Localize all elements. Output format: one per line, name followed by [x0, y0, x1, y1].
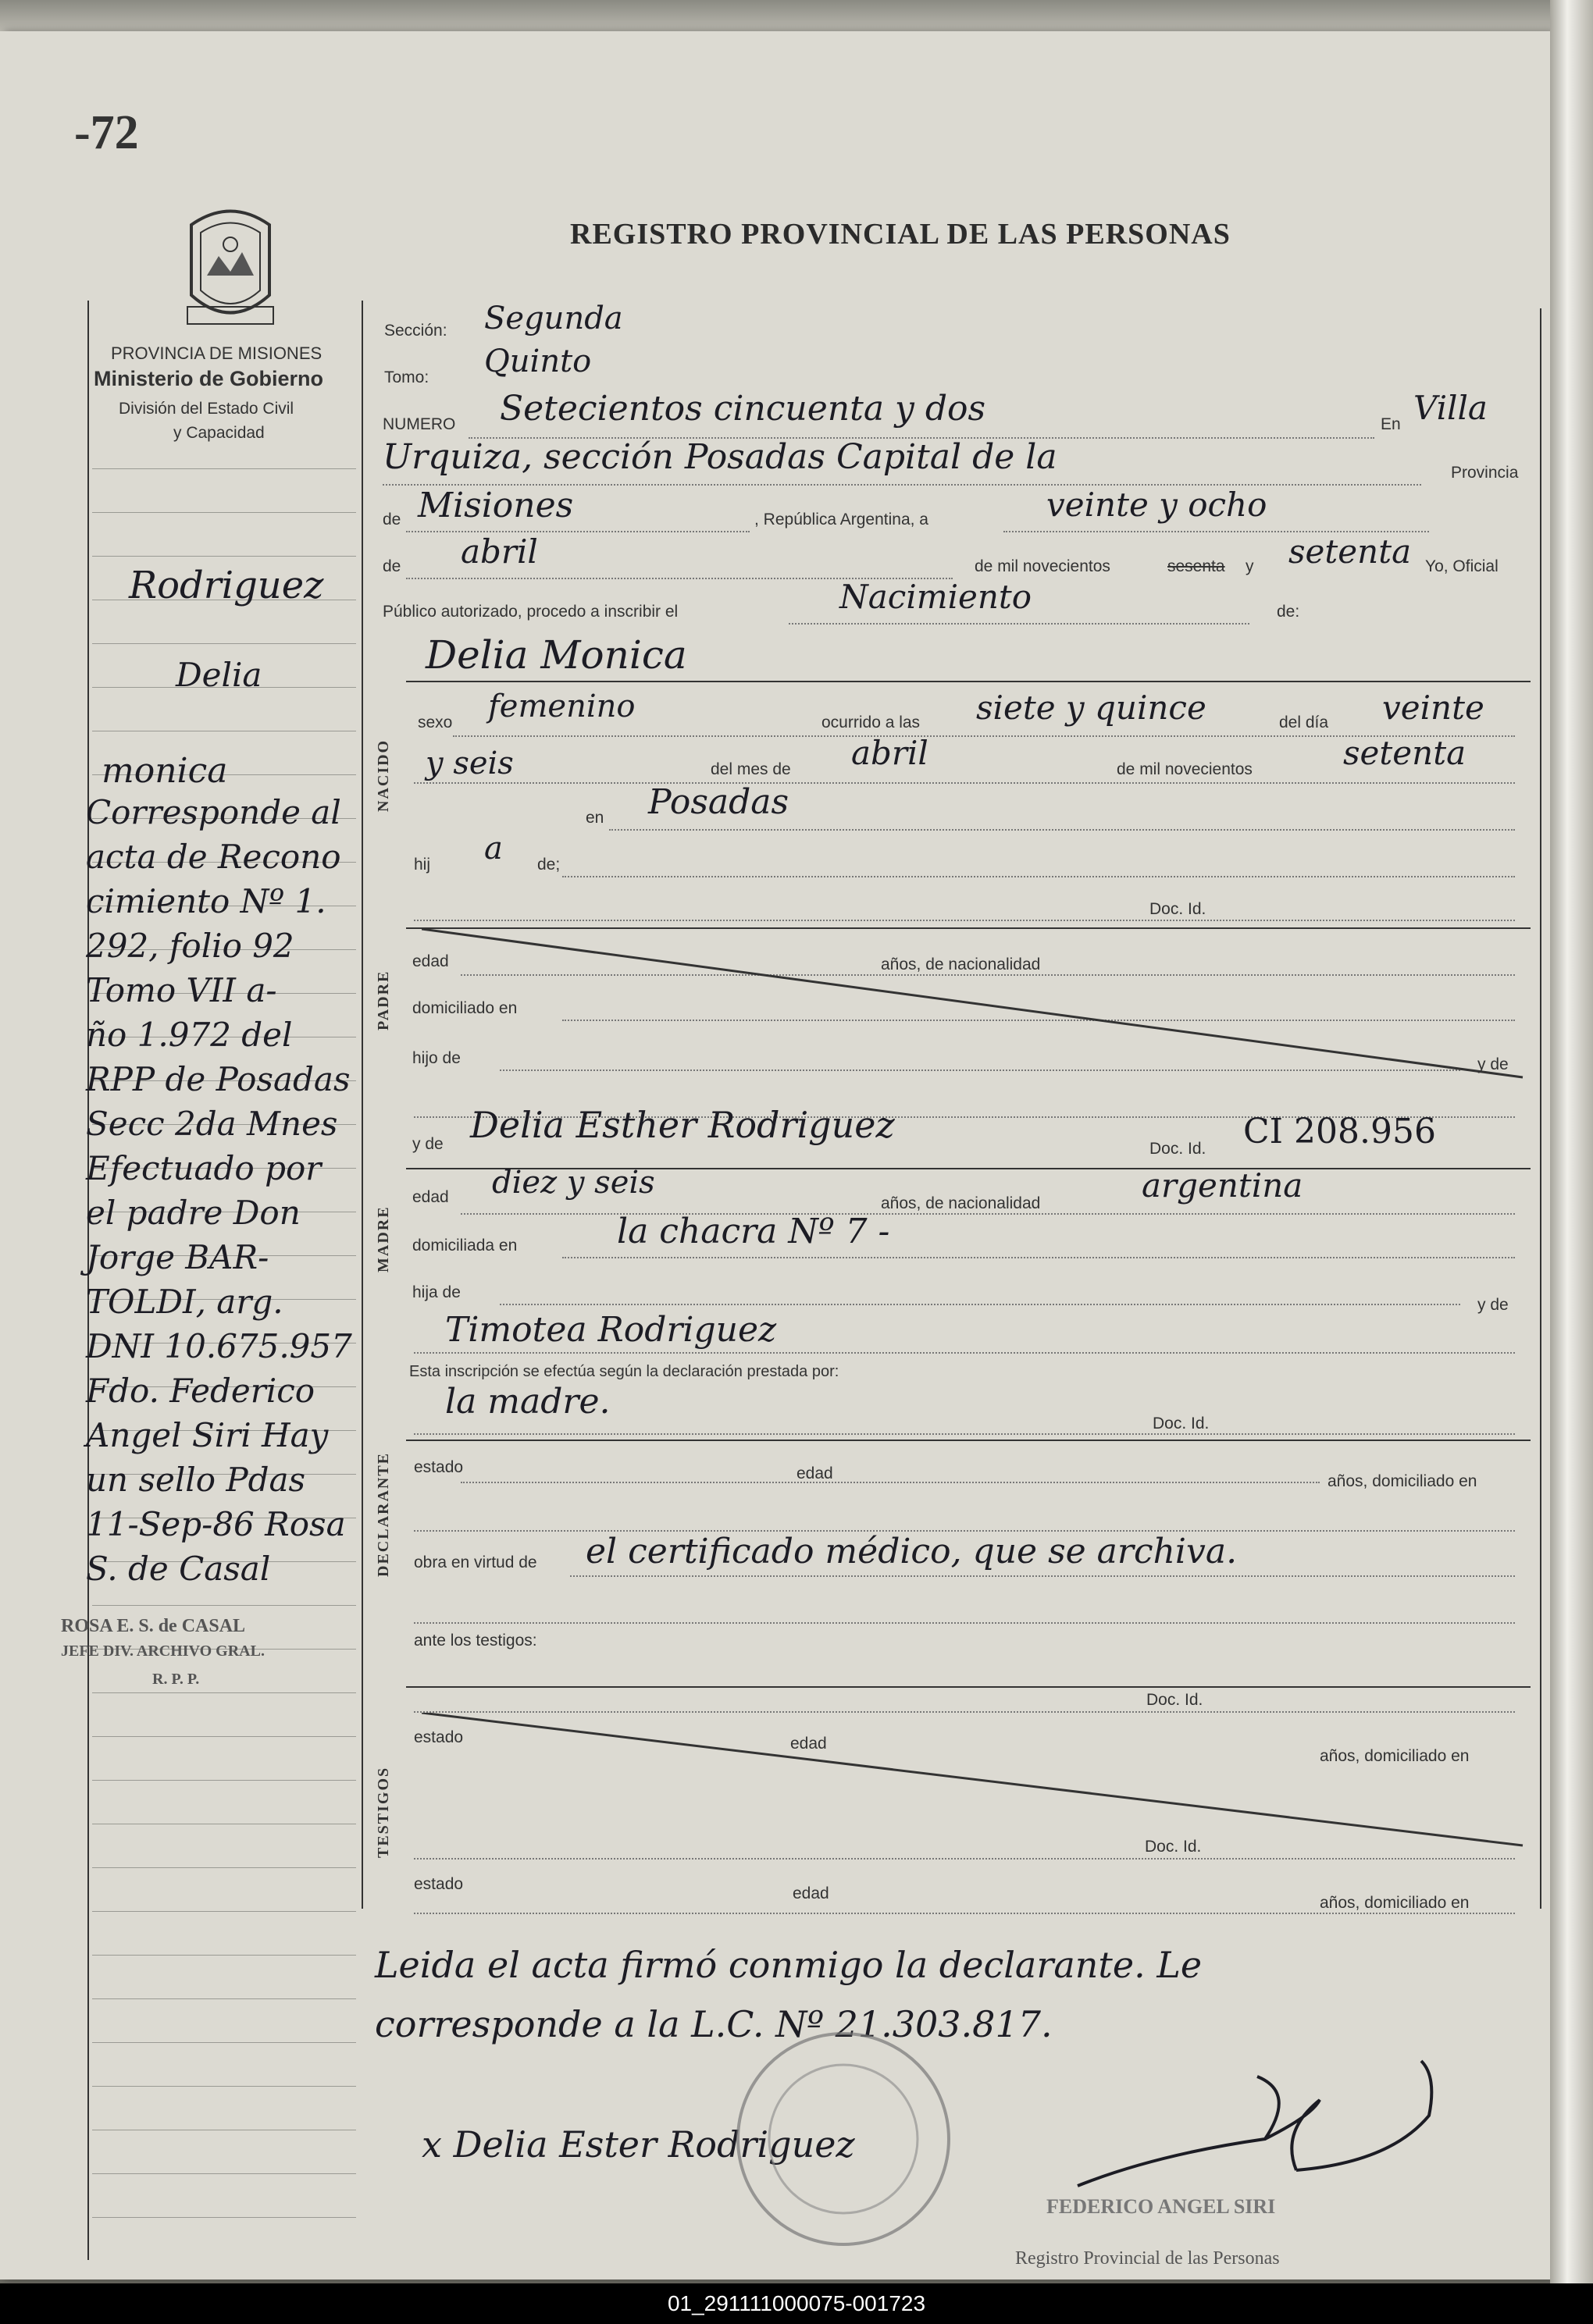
section-nacido-label: NACIDO: [375, 738, 392, 812]
label-de-colon: de:: [1277, 603, 1300, 621]
label-doc-id-1: Doc. Id.: [1149, 900, 1206, 918]
margin-note-line: RPP de Posadas: [86, 1060, 351, 1098]
label-padre-hijo-de: hijo de: [412, 1049, 461, 1067]
value-declarante: la madre.: [445, 1382, 611, 1422]
division-line-1: División del Estado Civil: [119, 400, 294, 418]
closing-line-2: corresponde a la L.C. Nº 21.303.817.: [375, 2003, 1053, 2045]
margin-note-line: Efectuado por: [86, 1149, 322, 1187]
margin-name-2: monica: [102, 751, 228, 791]
margin-note-line: Tomo VII a-: [86, 971, 277, 1009]
value-en-place: Villa: [1413, 389, 1488, 427]
margin-rule-line: [92, 2173, 356, 2174]
province-name: PROVINCIA DE MISIONES: [111, 343, 323, 363]
value-nombre: Delia Monica: [426, 632, 687, 678]
margin-rule-line: [92, 1867, 356, 1868]
archive-stamp-line-3: R. P. P.: [152, 1671, 200, 1688]
label-testigo-2-anos: años, domiciliado en: [1320, 1894, 1470, 1912]
registry-round-stamp: [703, 2022, 984, 2256]
label-testigo-2-estado: estado: [414, 1875, 464, 1893]
margin-rule-line: [92, 468, 356, 469]
margin-note-line: S. de Casal: [86, 1550, 271, 1588]
label-madre-domiciliada: domiciliada en: [412, 1237, 518, 1255]
value-madre-nombre: Delia Esther Rodriguez: [470, 1104, 895, 1146]
division-line-2: y Capacidad: [173, 424, 265, 442]
margin-rule-line: [92, 1692, 356, 1693]
margin-note-line: Secc 2da Mnes: [86, 1105, 338, 1143]
margin-surname: Rodriguez: [129, 564, 324, 607]
margin-rule-line: [92, 1736, 356, 1737]
label-en-lugar: en: [586, 809, 604, 827]
label-ocurrido: ocurrido a las: [821, 714, 921, 731]
margin-note-line: Jorge BAR-: [86, 1238, 269, 1276]
value-hora: siete y quince: [976, 689, 1206, 727]
form-right-border: [1540, 308, 1541, 1909]
footer-id: 01_291111000075-001723: [667, 2291, 926, 2315]
margin-rule-line: [92, 556, 356, 557]
officer-stamp-name: FEDERICO ANGEL SIRI: [1046, 2195, 1276, 2218]
margin-rule-line: [92, 2042, 356, 2043]
value-acto: Nacimiento: [839, 578, 1032, 616]
margin-rule-line: [92, 2217, 356, 2218]
margin-note-line: TOLDI, arg.: [86, 1283, 283, 1321]
label-padre-nacionalidad: años, de nacionalidad: [881, 956, 1041, 973]
margin-note-line: 292, folio 92: [86, 927, 294, 965]
label-seccion: Sección:: [384, 322, 447, 340]
margin-note-line: DNI 10.675.957: [86, 1327, 352, 1365]
label-numero: NUMERO: [383, 415, 456, 433]
margin-note-line: ño 1.972 del: [86, 1016, 293, 1054]
margin-rule-line: [92, 643, 356, 644]
margin-note-line: un sello Pdas: [86, 1461, 306, 1499]
value-place-line: Urquiza, sección Posadas Capital de la: [383, 437, 1057, 477]
archive-stamp-line-2: JEFE DIV. ARCHIVO GRAL.: [61, 1642, 265, 1660]
binding-strip: [1550, 0, 1593, 2324]
label-testigos: ante los testigos:: [414, 1632, 537, 1650]
footer-id-bar: [0, 2283, 1593, 2324]
value-provincia: Misiones: [418, 486, 574, 525]
value-sexo: femenino: [488, 689, 636, 724]
label-madre-y-de: y de: [412, 1135, 444, 1153]
label-padre-domiciliado: domiciliado en: [412, 999, 518, 1017]
margin-note-line: Fdo. Federico: [86, 1372, 315, 1410]
margin-rule-line: [92, 1955, 356, 1956]
label-testigo-1-doc-id: Doc. Id.: [1146, 1691, 1203, 1709]
label-padre-edad: edad: [412, 952, 449, 970]
label-republica: , República Argentina, a: [754, 511, 928, 529]
label-a-de: de;: [537, 856, 561, 874]
margin-note-line: Angel Siri Hay: [86, 1416, 329, 1454]
label-del-mes-de: del mes de: [711, 760, 791, 778]
label-del-dia: del día: [1279, 714, 1329, 731]
label-testigo-1-edad: edad: [790, 1735, 827, 1753]
document-title: REGISTRO PROVINCIAL DE LAS PERSONAS: [570, 218, 1231, 251]
value-madre-doc: CI 208.956: [1243, 1112, 1436, 1151]
value-madre-hija-de: Timotea Rodriguez: [445, 1310, 777, 1350]
value-ano-nac: setenta: [1343, 734, 1466, 772]
label-testigo-1-anos: años, domiciliado en: [1320, 1747, 1470, 1765]
value-dia-cont: y seis: [426, 746, 514, 781]
value-tomo: Quinto: [484, 343, 592, 379]
label-madre-nacionalidad: años, de nacionalidad: [881, 1194, 1041, 1212]
label-madre-doc-id: Doc. Id.: [1149, 1140, 1206, 1158]
mother-signature: x Delia Ester Rodriguez: [422, 2123, 855, 2166]
label-declarante-edad: edad: [796, 1465, 833, 1482]
officer-stamp-office: Registro Provincial de las Personas: [1015, 2248, 1280, 2269]
label-y: y: [1246, 557, 1254, 575]
label-obra: obra en virtud de: [414, 1553, 537, 1571]
label-de-1: de: [383, 511, 401, 529]
margin-rule-line: [92, 512, 356, 513]
margin-note-line: cimiento Nº 1.: [86, 882, 326, 920]
label-testigo-1-estado: estado: [414, 1728, 464, 1746]
value-madre-nacionalidad: argentina: [1142, 1166, 1303, 1205]
padre-strike-line: [422, 929, 1531, 1085]
label-padre-y-de: y de: [1477, 1055, 1509, 1073]
testigos-strike-line: [422, 1713, 1531, 1853]
label-tomo: Tomo:: [384, 368, 429, 386]
margin-note-line: Corresponde al: [86, 793, 341, 831]
value-madre-domicilio: la chacra Nº 7 -: [617, 1212, 890, 1251]
label-de-mil-novecientos-2: de mil novecientos: [1117, 760, 1253, 778]
closing-line-1: Leida el acta firmó conmigo la declarante. Le: [375, 1944, 1203, 1986]
value-fecha-dia: veinte y ocho: [1046, 486, 1267, 524]
margin-rule-line: [92, 1780, 356, 1781]
label-de-mil-novecientos: de mil novecientos: [975, 557, 1110, 575]
label-testigo-2-doc-id: Doc. Id.: [1145, 1838, 1202, 1856]
label-publico: Público autorizado, procedo a inscribir el: [383, 603, 679, 621]
value-obra: el certificado médico, que se archiva.: [586, 1532, 1238, 1571]
value-seccion: Segunda: [484, 301, 623, 336]
label-yo-oficial: Yo, Oficial: [1425, 557, 1499, 575]
margin-rule-line: [92, 2086, 356, 2087]
margin-note-line: 11-Sep-86 Rosa: [86, 1505, 346, 1543]
province-seal-icon: [176, 201, 285, 334]
label-madre-hija-de: hija de: [412, 1283, 461, 1301]
value-madre-edad: diez y seis: [492, 1165, 655, 1201]
margin-note-line: acta de Recono: [86, 838, 341, 876]
value-lugar: Posadas: [648, 782, 789, 822]
label-sesenta: sesenta: [1167, 557, 1225, 575]
label-hij: hij: [414, 856, 431, 874]
value-hij: a: [484, 831, 503, 867]
page-number: -72: [74, 106, 139, 159]
margin-rule-line: [92, 1605, 356, 1606]
label-sexo: sexo: [418, 714, 453, 731]
label-declaracion: Esta inscripción se efectúa según la declaración prestada por:: [409, 1363, 839, 1380]
label-testigo-2-edad: edad: [793, 1884, 829, 1902]
label-de-2: de: [383, 557, 401, 575]
section-declarante-label: DECLARANTE: [375, 1451, 392, 1577]
section-madre-label: MADRE: [375, 1205, 392, 1272]
label-madre-y-de-2: y de: [1477, 1296, 1509, 1314]
section-testigos-label: TESTIGOS: [375, 1766, 392, 1858]
label-madre-edad: edad: [412, 1188, 449, 1206]
value-mes-nac: abril: [851, 734, 928, 772]
value-mes: abril: [461, 532, 538, 571]
margin-rule-line: [92, 1911, 356, 1912]
label-declarante-anos: años, domiciliado en: [1328, 1472, 1477, 1490]
margin-rule-line: [92, 1998, 356, 1999]
ministry-name: Ministerio de Gobierno: [94, 367, 324, 390]
page-top-edge: [0, 0, 1593, 33]
officer-signature: [1062, 2045, 1468, 2201]
margin-note-line: el padre Don: [86, 1194, 301, 1232]
value-numero: Setecientos cincuenta y dos: [500, 389, 986, 429]
value-ano: setenta: [1288, 532, 1412, 571]
margin-annotation: [86, 790, 367, 1591]
margin-name-1: Delia: [176, 656, 262, 694]
label-declarante-doc-id: Doc. Id.: [1153, 1415, 1210, 1432]
label-en: En: [1381, 415, 1401, 433]
section-padre-label: PADRE: [375, 970, 392, 1030]
label-provincia: Provincia: [1451, 464, 1519, 482]
value-dia: veinte: [1382, 689, 1484, 727]
archive-stamp-line-1: ROSA E. S. de CASAL: [61, 1616, 246, 1636]
label-declarante-estado: estado: [414, 1458, 464, 1476]
